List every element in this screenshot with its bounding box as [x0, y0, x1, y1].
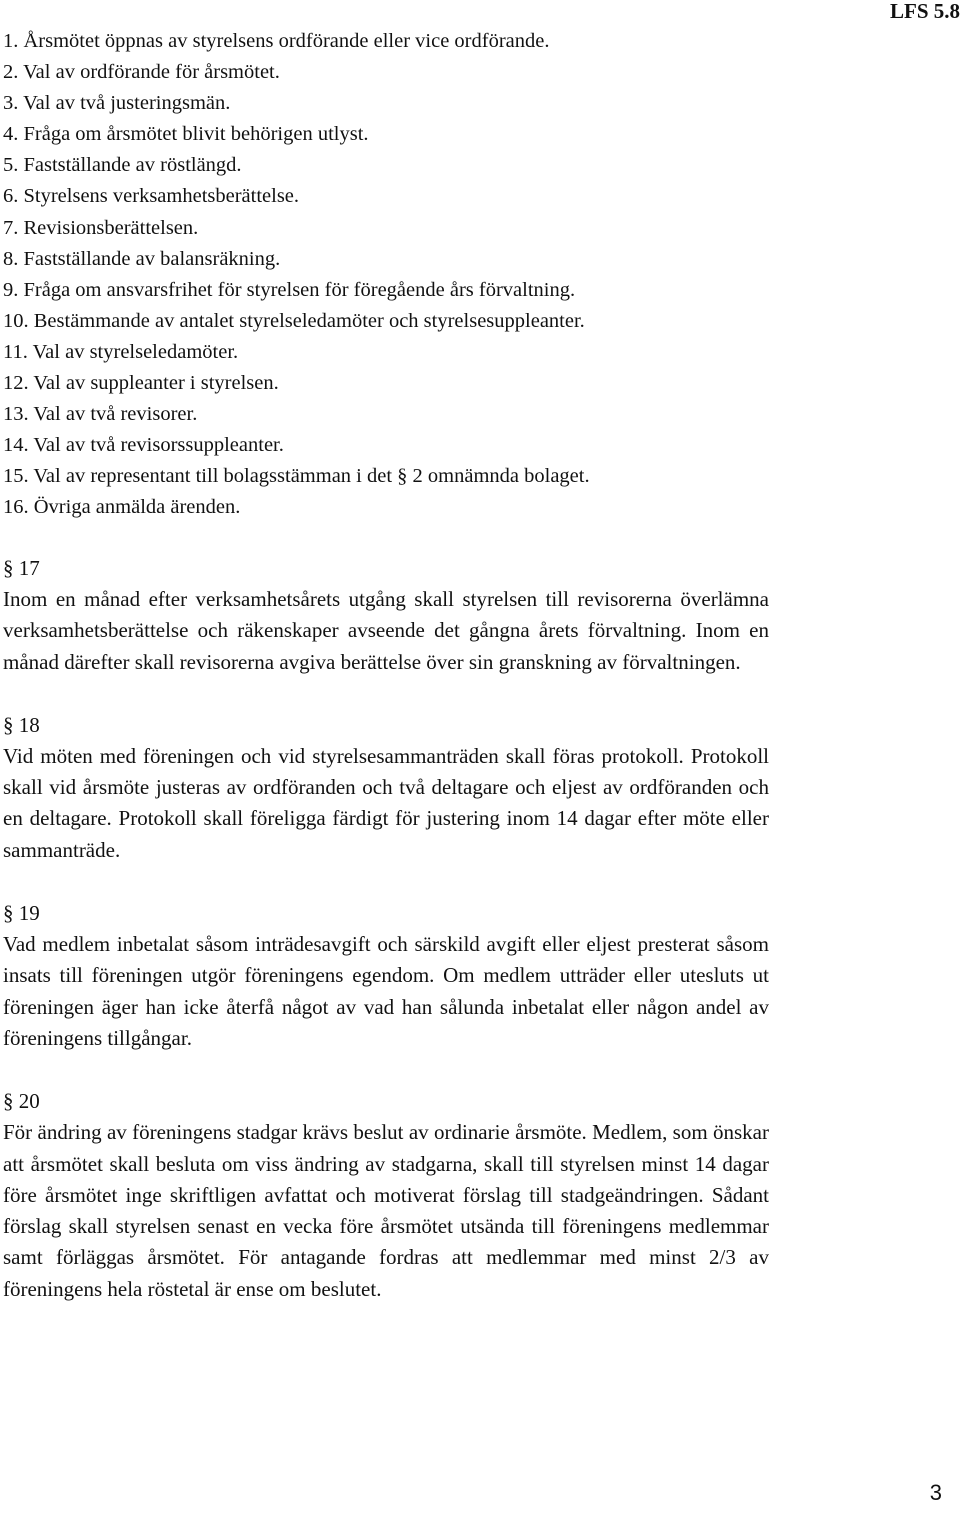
agenda-item-number: 4. [3, 123, 19, 146]
agenda-item-number: 10. [3, 309, 29, 332]
agenda-item-text: Bestämmande av antalet styrelseledamöter och styrelsesuppleanter. [33, 309, 585, 332]
agenda-item-number: 9. [3, 278, 19, 301]
agenda-item-number: 3. [3, 92, 19, 115]
agenda-item-number: 5. [3, 154, 19, 177]
agenda-item [3, 275, 883, 306]
section-body: Inom en månad efter verksamhetsårets utgång skall styrelsen till revisorerna överlämna verksamhetsberättelse och räkenskaper avseende det gångna årets förvaltning. Inom en månad därefter skall revisorerna avgiva berättelse över sin granskning av förvaltningen. [3, 587, 769, 674]
agenda-item-text: Val av representant till bolagsstämman i det § 2 omnämnda bolaget. [33, 465, 590, 488]
agenda-item [3, 368, 883, 399]
agenda-item [3, 150, 883, 181]
section-19 [3, 898, 769, 1054]
section-18 [3, 710, 769, 866]
agenda-item-number: 15. [3, 465, 29, 488]
agenda-item [3, 119, 883, 150]
agenda-item-number: 11. [3, 340, 28, 363]
agenda-item-number: 8. [3, 247, 19, 270]
agenda-item [3, 213, 883, 244]
agenda-list [3, 26, 883, 524]
agenda-item-number: 14. [3, 434, 29, 457]
agenda-item [3, 244, 883, 275]
section-heading: § 17 [3, 556, 40, 580]
agenda-item-text: Fastställande av balansräkning. [23, 247, 281, 270]
agenda-item [3, 26, 883, 57]
agenda-item-text: Fastställande av röstlängd. [23, 154, 242, 177]
section-heading: § 20 [3, 1089, 40, 1114]
document-code: LFS 5.8 [889, 0, 960, 23]
section-heading: § 18 [3, 712, 40, 737]
agenda-item-text: Val av två justeringsmän. [23, 92, 231, 115]
agenda-item [3, 399, 883, 430]
agenda-item [3, 430, 883, 461]
section-17 [3, 553, 769, 678]
agenda-item [3, 57, 883, 88]
agenda-item [3, 181, 883, 212]
page-number: 3 [929, 1480, 942, 1505]
agenda-item-text: Övriga anmälda ärenden. [33, 496, 241, 519]
statute-sections [3, 553, 769, 1337]
agenda-item-text: Årsmötet öppnas av styrelsens ordförande eller vice ordförande. [23, 30, 550, 52]
agenda-item-text: Styrelsens verksamhetsberättelse. [23, 185, 300, 208]
agenda-item-number: 7. [3, 216, 19, 239]
agenda-item-number: 6. [3, 185, 19, 208]
agenda-item-text: Val av styrelseledamöter. [32, 340, 239, 363]
section-body: För ändring av föreningens stadgar krävs beslut av ordinarie årsmöte. Medlem, som önskar att årsmötet skall besluta om viss ändring av stadgarna, skall till styrelsen minst 14 dagar före årsmötet inge skriftligen avfattat och motiverat förslag till stadgeändringen. Sådant förslag skall styrelsen senast en vecka före årsmötet utsända till föreningens medlemmar samt förläggas årsmötet. För antagande fordras att medlemmar med minst 2/3 av föreningens hela röstetal är ense om beslutet. [3, 1120, 769, 1301]
agenda-item-text: Val av ordförande för årsmötet. [23, 61, 280, 84]
agenda-item-number: 12. [3, 372, 29, 395]
agenda-item-text: Val av två revisorssuppleanter. [33, 434, 284, 457]
section-body: Vid möten med föreningen och vid styrelsesammanträden skall föras protokoll. Protokoll skall vid årsmöte justeras av ordföranden och två deltagare och eljest av ordföranden och en deltagare. Protokoll skall föreligga färdigt för justering inom 14 dagar efter möte eller sammanträde. [3, 743, 769, 862]
section-heading: § 19 [3, 901, 40, 926]
section-20 [3, 1086, 769, 1305]
agenda-item-number: 1. [3, 30, 19, 52]
section-body: Vad medlem inbetalat såsom inträdesavgift och särskild avgift eller eljest presterat såsom insats till föreningen utgör föreningens egendom. Om medlem utträder eller utesluts ut föreningen äger han icke återfå något av vad han sålunda inbetalat eller någon andel av föreningens tillgångar. [3, 932, 769, 1050]
agenda-item-text: Fråga om årsmötet blivit behörigen utlyst. [23, 123, 369, 146]
agenda-item-number: 16. [3, 496, 29, 519]
agenda-item-number: 2. [3, 61, 19, 84]
agenda-item-text: Val av suppleanter i styrelsen. [33, 372, 279, 395]
agenda-item [3, 492, 883, 523]
agenda-item [3, 461, 883, 492]
agenda-item-text: Val av två revisorer. [33, 403, 198, 426]
agenda-item [3, 88, 883, 119]
agenda-item-text: Fråga om ansvarsfrihet för styrelsen för föregående års förvaltning. [23, 278, 576, 301]
agenda-item-number: 13. [3, 403, 29, 426]
agenda-item [3, 337, 883, 368]
agenda-item-text: Revisionsberättelsen. [23, 216, 199, 239]
agenda-item [3, 306, 883, 337]
